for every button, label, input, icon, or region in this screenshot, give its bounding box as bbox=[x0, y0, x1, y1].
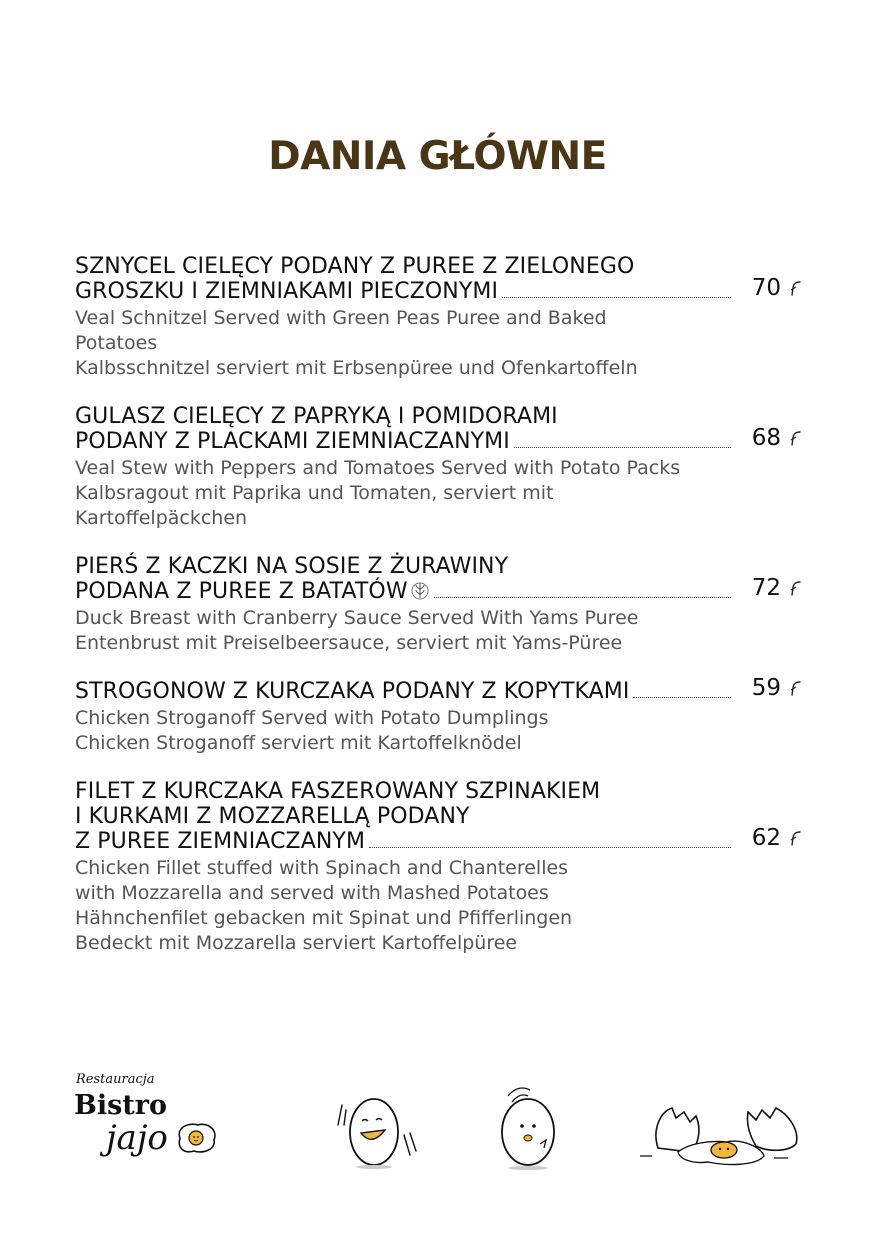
dish-name bbox=[75, 554, 735, 604]
dish-description bbox=[75, 706, 805, 756]
gluten-free-icon bbox=[410, 580, 430, 600]
pln-currency-icon bbox=[789, 579, 805, 597]
dish-name-line: SZNYCEL CIELĘCY PODANY Z PUREE Z ZIELONEGO bbox=[75, 254, 635, 279]
dot-leader bbox=[502, 296, 731, 298]
description-line: Kalbsragout mit Paprika und Tomaten, serviert mit bbox=[75, 482, 554, 504]
fried-egg-icon bbox=[174, 1120, 219, 1155]
description-line: Entenbrust mit Preiselbeersauce, serviert mit Yams-Püree bbox=[75, 632, 623, 654]
thinking-egg-icon bbox=[490, 1082, 565, 1172]
dish-name bbox=[75, 404, 735, 454]
menu-item bbox=[75, 554, 805, 679]
menu-item bbox=[75, 675, 805, 779]
menu-item bbox=[75, 779, 805, 954]
dish-description bbox=[75, 856, 805, 956]
description-line: with Mozzarella and served with Mashed Potatoes bbox=[75, 882, 549, 904]
description-line: Hähnchenfilet gebacken mit Spinat und Pfifferlingen bbox=[75, 907, 573, 929]
dot-leader bbox=[633, 696, 731, 698]
pln-currency-icon bbox=[789, 679, 805, 697]
dish-name-line: FILET Z KURCZAKA FASZEROWANY SZPINAKIEM bbox=[75, 779, 601, 804]
dish-name-line: GULASZ CIELĘCY Z PAPRYKĄ I POMIDORAMI bbox=[75, 404, 558, 429]
footer bbox=[0, 1060, 875, 1180]
pln-currency-icon bbox=[789, 279, 805, 297]
logo-name: Bistro bbox=[74, 1090, 167, 1121]
dish-price: 59 bbox=[751, 675, 781, 701]
dish-price: 68 bbox=[751, 425, 781, 451]
description-line: Potatoes bbox=[75, 332, 158, 354]
description-line: Duck Breast with Cranberry Sauce Served With Yams Puree bbox=[75, 607, 639, 629]
dish-price: 70 bbox=[751, 275, 781, 301]
dish-name-line: Z PUREE ZIEMNIACZANYM bbox=[75, 829, 366, 854]
menu-item bbox=[75, 404, 805, 554]
dish-name-line: PIERŚ Z KACZKI NA SOSIE Z ŻURAWINY bbox=[75, 554, 509, 579]
dish-name-line: PODANY Z PLACKAMI ZIEMNIACZANYMI bbox=[75, 429, 510, 454]
pln-currency-icon bbox=[789, 429, 805, 447]
dot-leader bbox=[369, 846, 731, 848]
menu-item bbox=[75, 254, 805, 404]
dish-name-line: PODANA Z PUREE Z BATATÓW bbox=[75, 579, 408, 604]
description-line: Bedeckt mit Mozzarella serviert Kartoffelpüree bbox=[75, 932, 518, 954]
description-line: Chicken Stroganoff Served with Potato Dumplings bbox=[75, 707, 549, 729]
description-line: Veal Schnitzel Served with Green Peas Puree and Baked bbox=[75, 307, 607, 329]
cracked-egg-icon bbox=[638, 1100, 803, 1170]
description-line: Chicken Stroganoff serviert mit Kartoffelknödel bbox=[75, 732, 522, 754]
dish-name-line: GROSZKU I ZIEMNIAKAMI PIECZONYMI bbox=[75, 279, 499, 304]
dish-name bbox=[75, 679, 735, 704]
dish-price: 62 bbox=[751, 825, 781, 851]
dish-name bbox=[75, 779, 735, 854]
page-title: DANIA GŁÓWNE bbox=[268, 134, 607, 179]
dot-leader bbox=[434, 596, 731, 598]
dish-description bbox=[75, 306, 805, 381]
dish-description bbox=[75, 456, 805, 531]
description-line: Kartoffelpäckchen bbox=[75, 507, 248, 529]
dish-name bbox=[75, 254, 735, 304]
description-line: Veal Stew with Peppers and Tomatoes Served with Potato Packs bbox=[75, 457, 681, 479]
happy-egg-icon bbox=[332, 1085, 422, 1170]
description-line: Chicken Fillet stuffed with Spinach and Chanterelles bbox=[75, 857, 569, 879]
dish-name-line: I KURKAMI Z MOZZARELLĄ PODANY bbox=[75, 804, 470, 829]
logo-script: jajo bbox=[106, 1118, 168, 1158]
restaurant-logo bbox=[74, 1070, 224, 1180]
dish-name-line: STROGONOW Z KURCZAKA PODANY Z KOPYTKAMI bbox=[75, 679, 630, 704]
logo-subtitle: Restauracja bbox=[76, 1072, 155, 1087]
dish-price: 72 bbox=[751, 575, 781, 601]
description-line: Kalbsschnitzel serviert mit Erbsenpüree und Ofenkartoffeln bbox=[75, 357, 638, 379]
dish-description bbox=[75, 606, 805, 656]
menu-list bbox=[75, 254, 805, 954]
pln-currency-icon bbox=[789, 829, 805, 847]
dot-leader bbox=[514, 446, 731, 448]
